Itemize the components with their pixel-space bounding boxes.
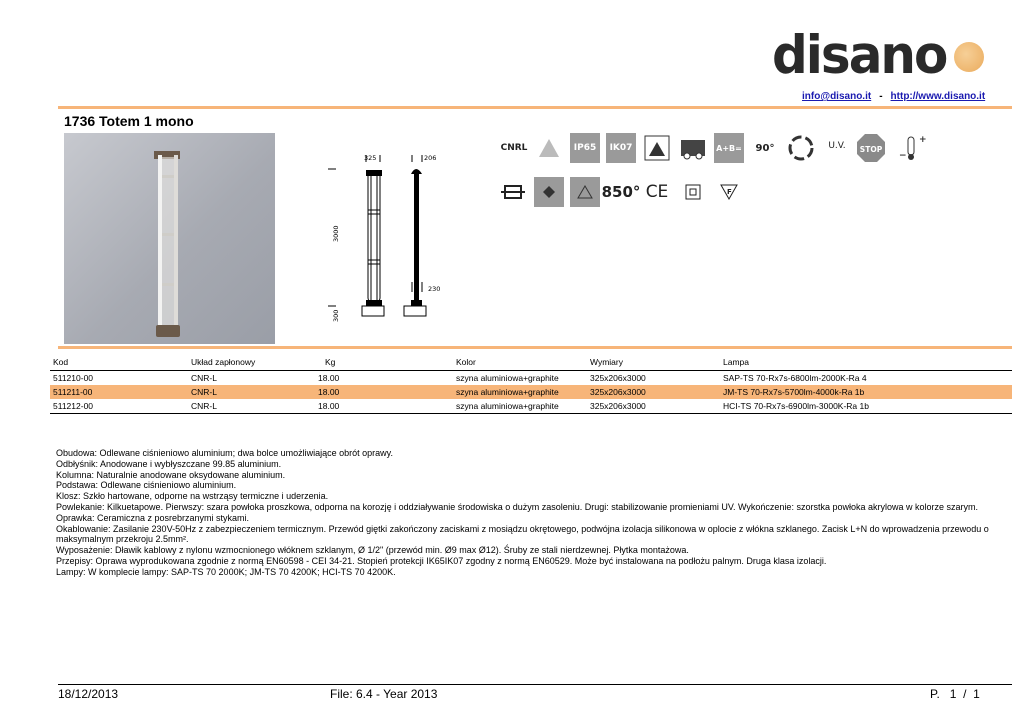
desc-lampholder: Oprawka: Ceramiczna z posrebrzanymi stykami. bbox=[56, 512, 250, 523]
cell-color: szyna aluminiowa+graphite bbox=[456, 401, 559, 411]
triangle-icon bbox=[534, 133, 564, 163]
cnr-label-icon: CNRL bbox=[500, 143, 528, 153]
desc-equipment: Wyposażenie: Dławik kablowy z nylonu wzmocnionego włóknem szklanym, Ø 1/2" (przewód min. Ø9 max Ø12). Śruby ze stali nierdzewnej. Płytka montażowa. bbox=[56, 545, 689, 556]
rotation-90-icon: 90° bbox=[755, 142, 775, 154]
col-header-code: Kod bbox=[53, 357, 69, 367]
desc-standards: Przepisy: Oprawa wyprodukowana zgodnie z normą EN60598 - CEI 34-21. Stopień protekcji IK65IK07 zgodny z normą EN60529. Może być instalowana na podłożu palnym. Druga klasa izolacji. bbox=[56, 555, 827, 566]
class-ii-icon bbox=[678, 177, 708, 207]
ik07-icon: IK07 bbox=[606, 133, 636, 163]
desc-reflector: Odbłyśnik: Anodowane i wybłyszczane 99.85 aluminium. bbox=[56, 458, 282, 469]
product-photo bbox=[64, 133, 275, 344]
product-table bbox=[50, 351, 1012, 414]
cell-dimensions: 325x206x3000 bbox=[590, 373, 646, 383]
col-header-color: Kolor bbox=[456, 357, 476, 367]
temperature-icon bbox=[896, 133, 926, 163]
diamond-icon bbox=[534, 177, 564, 207]
svg-text:+: + bbox=[919, 135, 927, 145]
warning-icon bbox=[570, 177, 600, 207]
ip65-icon: IP65 bbox=[570, 133, 600, 163]
col-header-ignition: Układ zapłonowy bbox=[191, 357, 256, 367]
cell-weight: 18.00 bbox=[318, 387, 340, 397]
table-row bbox=[50, 371, 1012, 386]
ce-mark-icon: CE bbox=[645, 182, 669, 202]
table-row bbox=[50, 399, 1012, 414]
table-divider bbox=[58, 346, 1012, 349]
dim-height-label: 3000 bbox=[332, 225, 340, 242]
cell-ignition: CNR-L bbox=[191, 401, 217, 411]
dim-foot-label: 300 bbox=[332, 309, 340, 322]
vehicle-icon bbox=[678, 133, 708, 163]
desc-diffuser: Klosz: Szkło hartowane, odporne na wstrząsy termiczne i uderzenia. bbox=[56, 491, 329, 502]
recycle-icon bbox=[786, 133, 816, 163]
svg-text:−: − bbox=[899, 151, 907, 161]
desc-wiring: Okablowanie: Zasilanie 230V-50Hz z zabezpieczeniem termicznym. Przewód giętki zakończony zaciskami z mosiądzu okrętowego, podwójna izolacja silikonowa w oplocie z włókna szklanego. Zacisk L+N do wprowadzenia przewodu o maksymalnym przekroju 2.5mm². bbox=[56, 523, 989, 545]
cell-color: szyna aluminiowa+graphite bbox=[456, 387, 559, 397]
dim-width-label: 325 bbox=[364, 154, 377, 162]
email-link[interactable]: info@disano.it bbox=[802, 91, 872, 102]
col-header-dimensions: Wymiary bbox=[590, 357, 623, 367]
footer-page: P. 1 / 1 bbox=[930, 687, 980, 701]
cell-ignition: CNR-L bbox=[191, 387, 217, 397]
dim-depth-label: 206 bbox=[424, 154, 437, 162]
col-header-lamp: Lampa bbox=[723, 357, 749, 367]
footer-date: 18/12/2013 bbox=[58, 687, 119, 701]
desc-coating: Powlekanie: Kilkuetapowe. Pierwszy: szara powłoka proszkowa, odporna na korozję i oddziaływanie środowiska o dużym zasoleniu. Drugi: stabilizowanie promieniami UV. Wykończenie: szorstka powłoka akrylowa w kolorze szarym. bbox=[56, 501, 978, 512]
f-mark-icon bbox=[714, 177, 744, 207]
cell-dimensions: 325x206x3000 bbox=[590, 387, 646, 397]
footer-file: File: 6.4 - Year 2013 bbox=[330, 687, 438, 701]
cell-dimensions: 325x206x3000 bbox=[590, 401, 646, 411]
cell-code: 511210-00 bbox=[53, 373, 94, 383]
desc-housing: Obudowa: Odlewane ciśnieniowo aluminium; dwa bolce umożliwiające obrót oprawy. bbox=[56, 448, 394, 458]
ballast-icon: A+B= bbox=[714, 133, 744, 163]
logo-wordmark: disano bbox=[772, 24, 947, 86]
connector-icon bbox=[498, 177, 528, 207]
cell-weight: 18.00 bbox=[318, 401, 340, 411]
header-divider bbox=[58, 106, 1012, 109]
cell-lamp: SAP-TS 70-Rx7s-6800lm-2000K-Ra 4 bbox=[723, 373, 867, 383]
col-header-weight: Kg bbox=[325, 357, 336, 367]
installation-icon bbox=[642, 133, 672, 163]
cell-code: 511212-00 bbox=[53, 401, 94, 411]
cell-weight: 18.00 bbox=[318, 373, 340, 383]
footer-divider bbox=[58, 684, 1012, 685]
product-description bbox=[56, 448, 996, 578]
desc-base: Podstawa: Odlewane ciśnieniowo aluminium. bbox=[56, 480, 237, 491]
contact-separator: - bbox=[879, 91, 883, 102]
table-row bbox=[50, 385, 1012, 399]
cell-color: szyna aluminiowa+graphite bbox=[456, 373, 559, 383]
f-mark-label: F bbox=[727, 188, 732, 196]
stop-icon bbox=[856, 133, 886, 163]
cell-lamp: JM-TS 70-Rx7s-5700lm-4000k-Ra 1b bbox=[723, 387, 865, 397]
desc-lamps: Lampy: W komplecie lampy: SAP-TS 70 2000K; JM-TS 70 4200K; HCI-TS 70 4200K. bbox=[56, 566, 396, 577]
cell-ignition: CNR-L bbox=[191, 373, 217, 383]
glow-wire-850-icon: 850° bbox=[601, 183, 641, 201]
desc-column: Kolumna: Naturalnie anodowane oksydowane aluminium. bbox=[56, 469, 286, 480]
cell-code: 511211-00 bbox=[53, 387, 93, 397]
disano-logo bbox=[772, 24, 988, 86]
website-link[interactable]: http://www.disano.it bbox=[890, 91, 986, 102]
cell-lamp: HCI-TS 70-Rx7s-6900lm-3000K-Ra 1b bbox=[723, 401, 869, 411]
dim-base-label: 230 bbox=[428, 285, 441, 293]
technical-drawing bbox=[328, 150, 448, 330]
logo-sun-icon bbox=[954, 42, 984, 72]
product-title: 1736 Totem 1 mono bbox=[64, 113, 194, 129]
contact-links bbox=[802, 91, 985, 102]
uv-icon: U.V. bbox=[828, 141, 846, 151]
stop-icon-label: STOP bbox=[859, 145, 883, 154]
table-header-row bbox=[50, 351, 1012, 371]
